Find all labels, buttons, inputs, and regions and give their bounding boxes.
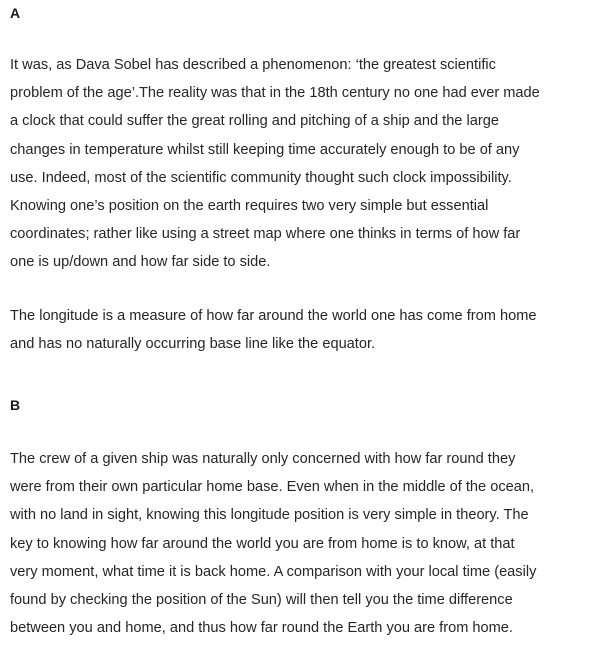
text-line: problem of the age’.The reality was that in the 18th century no one had ever made <box>10 85 540 102</box>
paragraph-a-2 <box>10 302 585 358</box>
text-line: very moment, what time it is back home. A comparison with your local time (easily <box>10 563 537 580</box>
paragraph-b-1 <box>10 445 585 642</box>
text-line: It was, as Dava Sobel has described a phenomenon: ‘the greatest scientific <box>10 57 496 73</box>
text-line: Knowing one’s position on the earth requires two very simple but essential <box>10 198 489 215</box>
text-line: one is up/down and how far side to side. <box>10 254 271 271</box>
text-line: coordinates; rather like using a street map where one thinks in terms of how far <box>10 226 521 243</box>
text-line: changes in temperature whilst still keeping time accurately enough to be of any <box>10 141 520 158</box>
text-line: use. Indeed, most of the scientific community thought such clock impossibility. <box>10 169 512 186</box>
text-line: key to knowing how far around the world you are from home is to know, at that <box>10 535 515 552</box>
text-line: and has no naturally occurring base line like the equator. <box>10 336 376 353</box>
section-heading-b: B <box>10 397 21 413</box>
text-line: found by checking the position of the Sun) will then tell you the time difference <box>10 592 513 609</box>
text-line: The crew of a given ship was naturally only concerned with how far round they <box>10 451 516 467</box>
text-line: between you and home, and thus how far round the Earth you are from home. <box>10 620 513 637</box>
paragraph-a-1 <box>10 51 585 277</box>
text-line: with no land in sight, knowing this longitude position is very simple in theory. The <box>10 507 529 524</box>
section-heading-a: A <box>10 5 21 21</box>
text-line: were from their own particular home base. Even when in the middle of the ocean, <box>10 479 535 496</box>
text-line: The longitude is a measure of how far around the world one has come from home <box>10 308 537 324</box>
text-line: a clock that could suffer the great rolling and pitching of a ship and the large <box>10 113 499 130</box>
